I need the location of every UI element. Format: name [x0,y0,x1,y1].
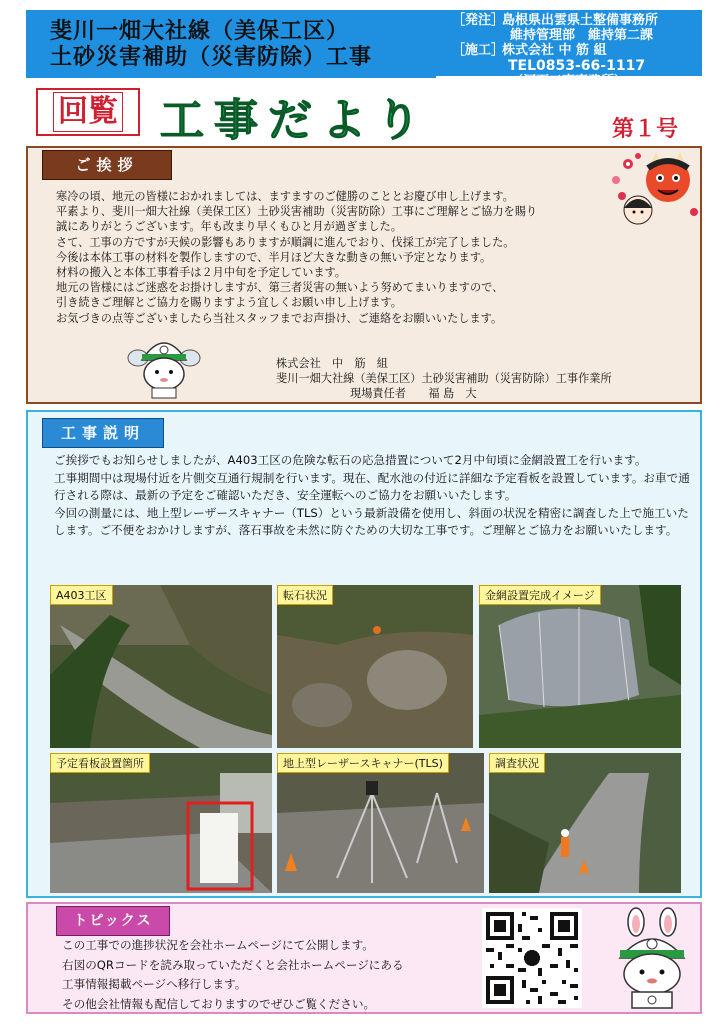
photo-a403 [50,585,272,748]
works-body [54,452,690,540]
orderer-label: ［発注］ [452,13,505,28]
photo-caption: 転石状況 [277,585,333,605]
greeting-line: お気づきの点等ございましたら当社スタッフまでお声掛け、ご連絡をお願いいたします。 [56,311,503,325]
photo-boulder [277,585,473,748]
greeting-line: 材料の搬入と本体工事着手は２月中旬を予定しています。 [56,266,346,280]
works-paragraph: 今回の測量には、地上型レーザースキャナー（TLS）という最新設備を使用し、斜面の状況を精密に調査した上で施工いたします。ご不便をおかけしますが、落石事故を未然に防ぐための大切な工事です。ご理解とご協力をお願いいたします。 [54,505,689,538]
photo-caption: 予定看板設置箇所 [50,753,150,773]
photo-signboard [50,753,272,893]
signature-manager: 現場責任者 福 島 大 [350,387,477,400]
orderer-dept: 維持管理部 維持第二課 [510,28,654,43]
photo-tls-image [277,753,484,893]
mascot-illustration [606,906,698,1010]
greeting-line: 引き続きご理解とご協力を賜りますよう宜しくお願い申し上げます。 [56,296,402,310]
greeting-line: 誠にありがとうございます。年も改まり早くもひと月が過ぎました。 [56,220,402,234]
project-title-line2: 土砂災害補助（災害防除）工事 [50,45,373,70]
orderer-name: 島根県出雲県土整備事務所 [502,13,659,28]
greeting-body [56,189,616,326]
mascot-illustration [124,330,204,400]
oni-mask-illustration [608,150,702,230]
signature-company: 株式会社 中 筋 組 [276,357,388,370]
photo-tls [277,753,484,893]
contractor-label: ［施工］ [452,43,505,58]
photo-caption: 金網設置完成イメージ [479,585,601,605]
greeting-line: 平素より、斐川一畑大社線（美保工区）土砂災害補助（災害防除）工事にご理解とご協力を賜り [56,205,538,219]
signature-office: 斐川一畑大社線（美保工区）土砂災害補助（災害防除）工事作業所 [276,372,612,385]
topics-line: この工事での進捗状況を会社ホームページにて公開します。 [62,938,374,952]
header-divider [26,76,436,78]
photo-netting-image-image [479,585,681,748]
greeting-line: 地元の皆様にはご迷惑をお掛けしますが、第三者災害の無いよう努めてまいりますので、 [56,281,504,295]
photo-caption: 調査状況 [489,753,545,773]
greeting-line: 今後は本体工事の材料を製作しますので、半月ほど大きな動きの無い予定となります。 [56,250,492,264]
project-title-line1: 斐川一畑大社線（美保工区） [50,19,350,44]
photo-caption: A403工区 [50,585,113,605]
photo-survey-image [489,753,681,893]
greeting-label: ご挨拶 [42,150,172,180]
contractor-office: （河下工事事務所） [510,74,628,89]
newsletter-title: 工事だより [160,95,430,146]
greeting-line: 寒冷の頃、地元の皆様におかれましては、ますますのご健勝のこととお慶び申し上げます。 [56,190,514,203]
kairan-text: 回覧 [53,92,123,132]
works-paragraph: ご挨拶でもお知らせしましたが、A403工区の危険な転石の応急措置について2月中旬頃に金網設置工を行います。 [54,453,647,467]
works-paragraph: 工事期間中は現場付近を片側交互通行規制を行います。現在、配水池の付近に詳細な予定看板を設置しています。お車で通行される際は、最新の予定をご確認いただき、安全運転へのご協力をお願いいたします。 [54,470,690,503]
photo-boulder-image [277,585,473,748]
topics-line: その他会社情報も配信しておりますのでぜひご覧ください。 [62,996,376,1011]
works-label: 工事説明 [42,418,164,448]
topics-label: トピックス [56,906,170,936]
photo-survey [489,753,681,893]
kairan-stamp [36,88,140,136]
photo-signboard-image [50,753,272,893]
contractor-tel: TEL0853-66-1117 [508,58,646,74]
greeting-line: さて、工事の方ですが天候の影響もありますが順調に進んでおり、伐採工が完了しました。 [56,235,515,249]
photo-netting-image [479,585,681,748]
qr-code-icon[interactable] [482,908,582,1008]
photo-caption: 地上型レーザースキャナー(TLS) [277,753,449,773]
issue-number: 第１号 [612,117,679,142]
topics-body [62,936,404,1014]
topics-line: 右図のQRコードを読み取っていただくと会社ホームページにある [62,957,404,972]
topics-line: 工事情報掲載ページへ移行します。 [62,977,247,991]
photo-a403-image [50,585,272,748]
contractor-name: 株式会社 中 筋 組 [502,43,607,58]
